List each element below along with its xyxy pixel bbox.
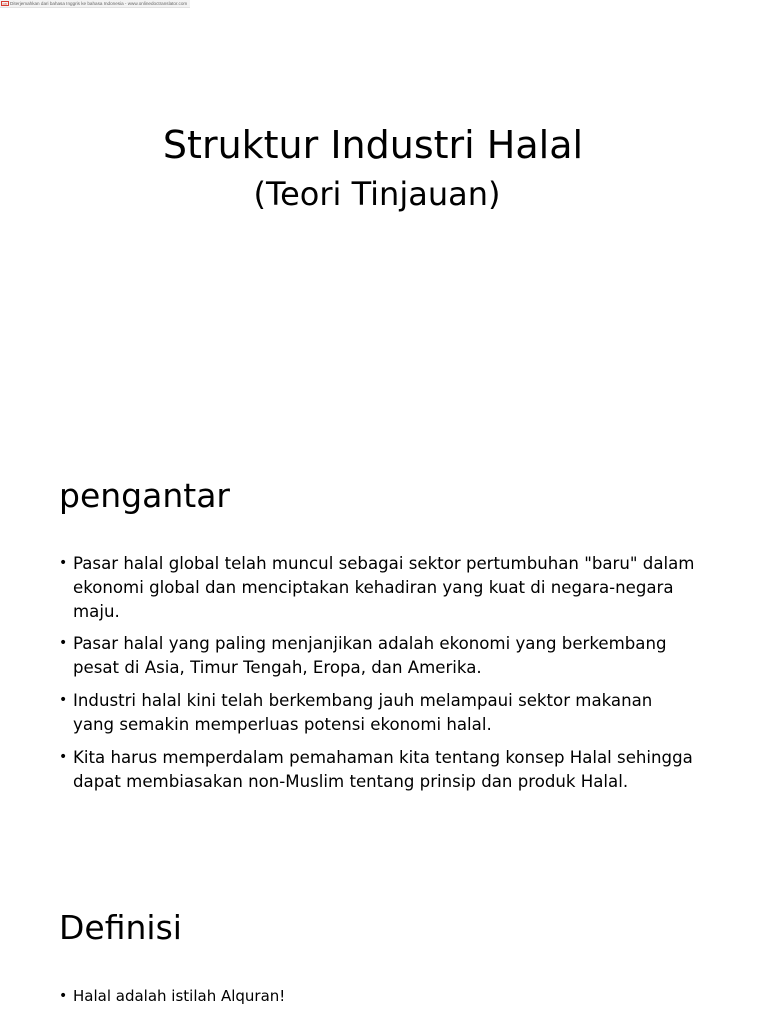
bullet-icon: • (59, 555, 68, 571)
intro-bullet-item (59, 632, 709, 680)
definition-bullet-item (59, 985, 709, 1007)
translator-logo-icon: OTr (2, 2, 8, 6)
bullet-icon: • (59, 988, 68, 1004)
bullet-text-line: yang semakin memperluas potensi ekonomi halal. (73, 715, 492, 734)
intro-bullet-item (59, 552, 709, 624)
bullet-text-line: Halal adalah istilah Alquran! (73, 987, 286, 1005)
translator-banner-text[interactable]: Diterjemahkan dari bahasa Inggris ke bahasa Indonesia - www.onlinedoctranslator.com (10, 1, 188, 6)
bullet-text-line: Pasar halal global telah muncul sebagai sektor pertumbuhan "baru" dalam (73, 554, 695, 573)
bullet-text-line: ekonomi global dan menciptakan kehadiran yang kuat di negara-negara maju. (73, 578, 674, 621)
bullet-icon: • (59, 635, 68, 651)
bullet-text-line: Industri halal kini telah berkembang jauh melampaui sektor makanan (73, 691, 653, 710)
intro-bullet-item (59, 746, 709, 794)
bullet-text-line: Kita harus memperdalam pemahaman kita tentang konsep Halal sehingga (73, 748, 693, 767)
translator-banner[interactable] (0, 0, 190, 8)
slide-title: Struktur Industri Halal (162, 123, 584, 167)
bullet-icon: • (59, 749, 68, 765)
slide-subtitle: (Teori Tinjauan) (253, 175, 501, 213)
intro-bullet-item (59, 689, 709, 737)
definition-heading: Definisi (59, 908, 182, 947)
intro-heading: pengantar (59, 476, 230, 515)
bullet-text-line: Pasar halal yang paling menjanjikan adalah ekonomi yang berkembang (73, 634, 667, 653)
bullet-icon: • (59, 692, 68, 708)
bullet-text-line: pesat di Asia, Timur Tengah, Eropa, dan Amerika. (73, 658, 482, 677)
bullet-text-line: dapat membiasakan non-Muslim tentang prinsip dan produk Halal. (73, 772, 629, 791)
